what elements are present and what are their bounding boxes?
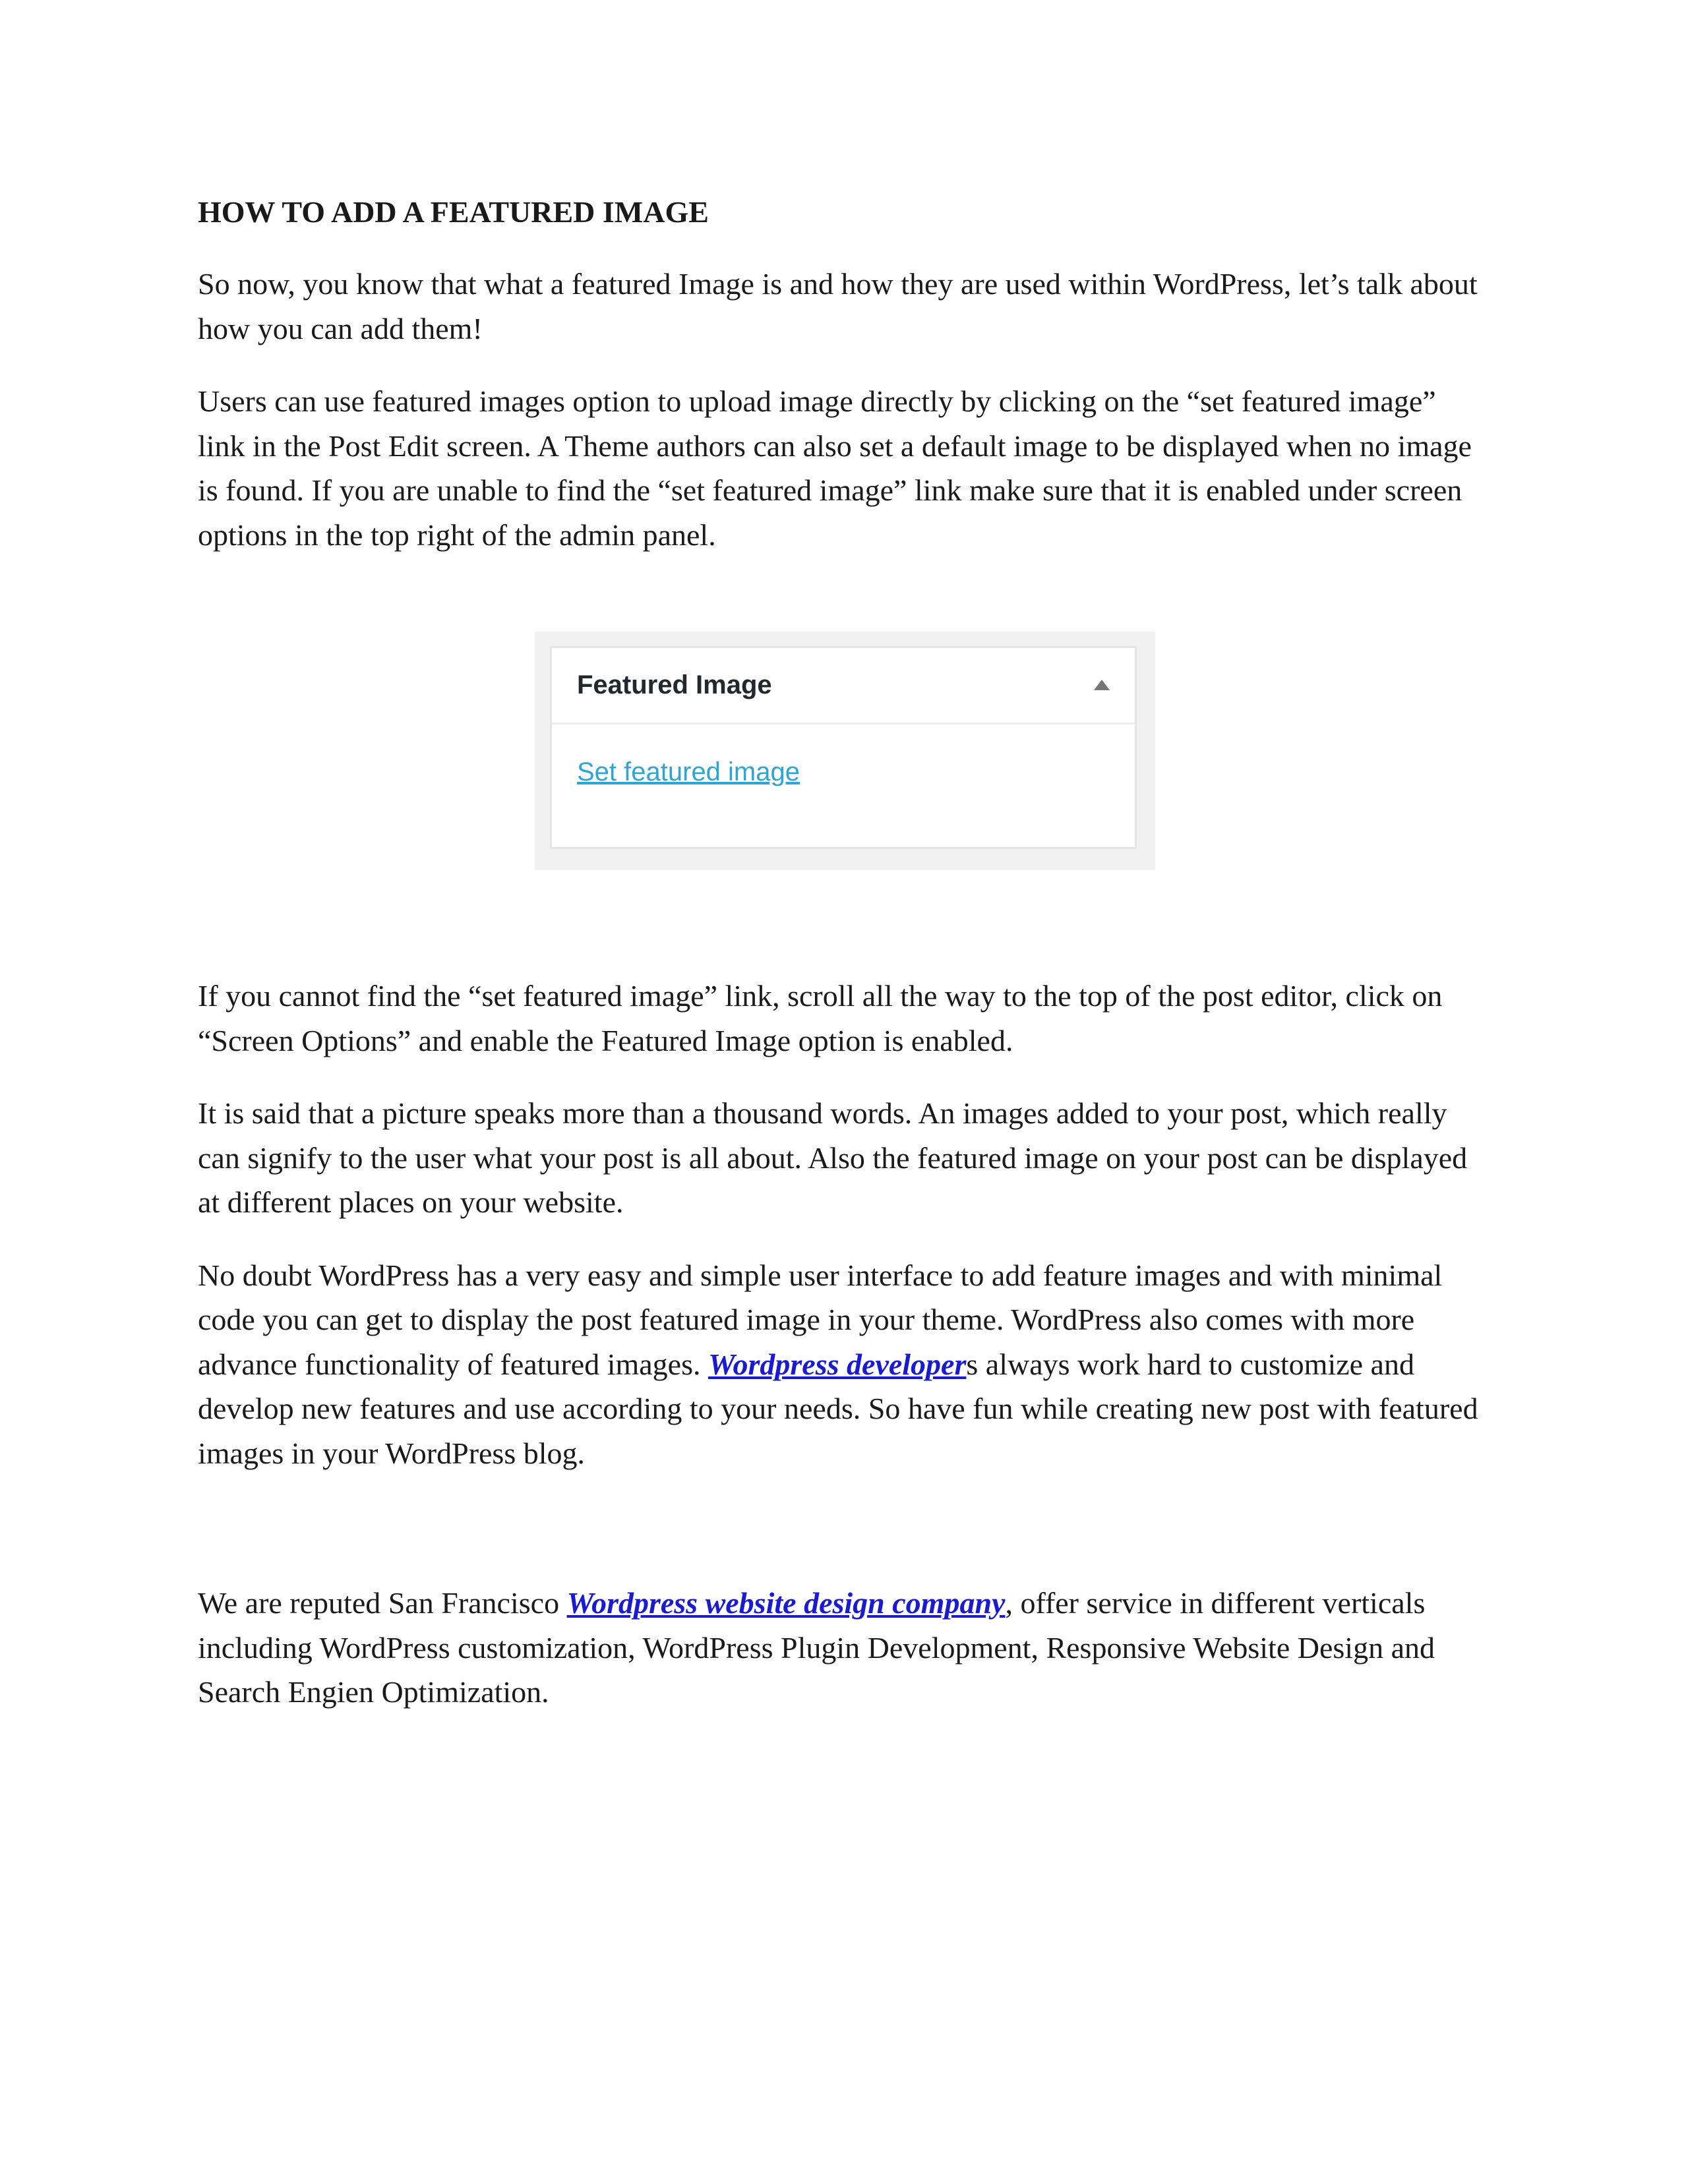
paragraph-text: No doubt WordPress has a very easy and simple user interface to add feature images and with minimal code you can get to display the post featured image in your theme. WordPress also comes with more advance functionality of featured images. [198, 1258, 1443, 1381]
paragraph-text: We are reputed San Francisco [198, 1586, 567, 1620]
set-featured-image-link[interactable]: Set featured image [577, 757, 800, 786]
metabox-title: Featured Image [577, 670, 772, 699]
paragraph-text: s always work hard to customize and develop new features and use according to your needs. So have fun while creating new post with featured images in your WordPress blog. [198, 1347, 1478, 1470]
picture-paragraph: It is said that a picture speaks more than a thousand words. An images added to your post, which really can signify to the user what your post is all about. Also the featured image on your post can be displayed at different places on your website. [198, 1096, 1468, 1219]
triangle-up-icon[interactable] [1094, 680, 1110, 690]
intro-paragraph: So now, you know that what a featured Image is and how they are used within WordPress, let’s talk about how you can add them! [198, 267, 1478, 345]
wordpress-developer-link[interactable]: Wordpress developer [708, 1347, 967, 1381]
wordpress-developer-paragraph [198, 1253, 1490, 1476]
featured-image-metabox [550, 646, 1137, 849]
wordpress-design-company-link[interactable]: Wordpress website design company [566, 1586, 1006, 1620]
featured-image-screenshot [535, 632, 1155, 870]
page-title: HOW TO ADD A FEATURED IMAGE [198, 195, 709, 229]
screen-options-paragraph: If you cannot find the “set featured image” link, scroll all the way to the top of the post editor, click on “Screen Options” and enable the Featured Image option is enabled. [198, 979, 1443, 1057]
metabox-header [552, 648, 1135, 724]
paragraph-text: , offer service in different verticals including WordPress customization, WordPress Plugin Development, Responsive Website Design and Search Engien Optimization. [198, 1586, 1435, 1709]
document-page [198, 192, 1490, 1743]
instructions-paragraph: Users can use featured images option to upload image directly by clicking on the “set featured image” link in the Post Edit screen. A Theme authors can also set a default image to be displayed when no image is found. If you are unable to find the “set featured image” link make sure that it is enabled under screen options in the top right of the admin panel. [198, 384, 1472, 552]
spacer [198, 1504, 1490, 1581]
company-paragraph [198, 1581, 1490, 1715]
